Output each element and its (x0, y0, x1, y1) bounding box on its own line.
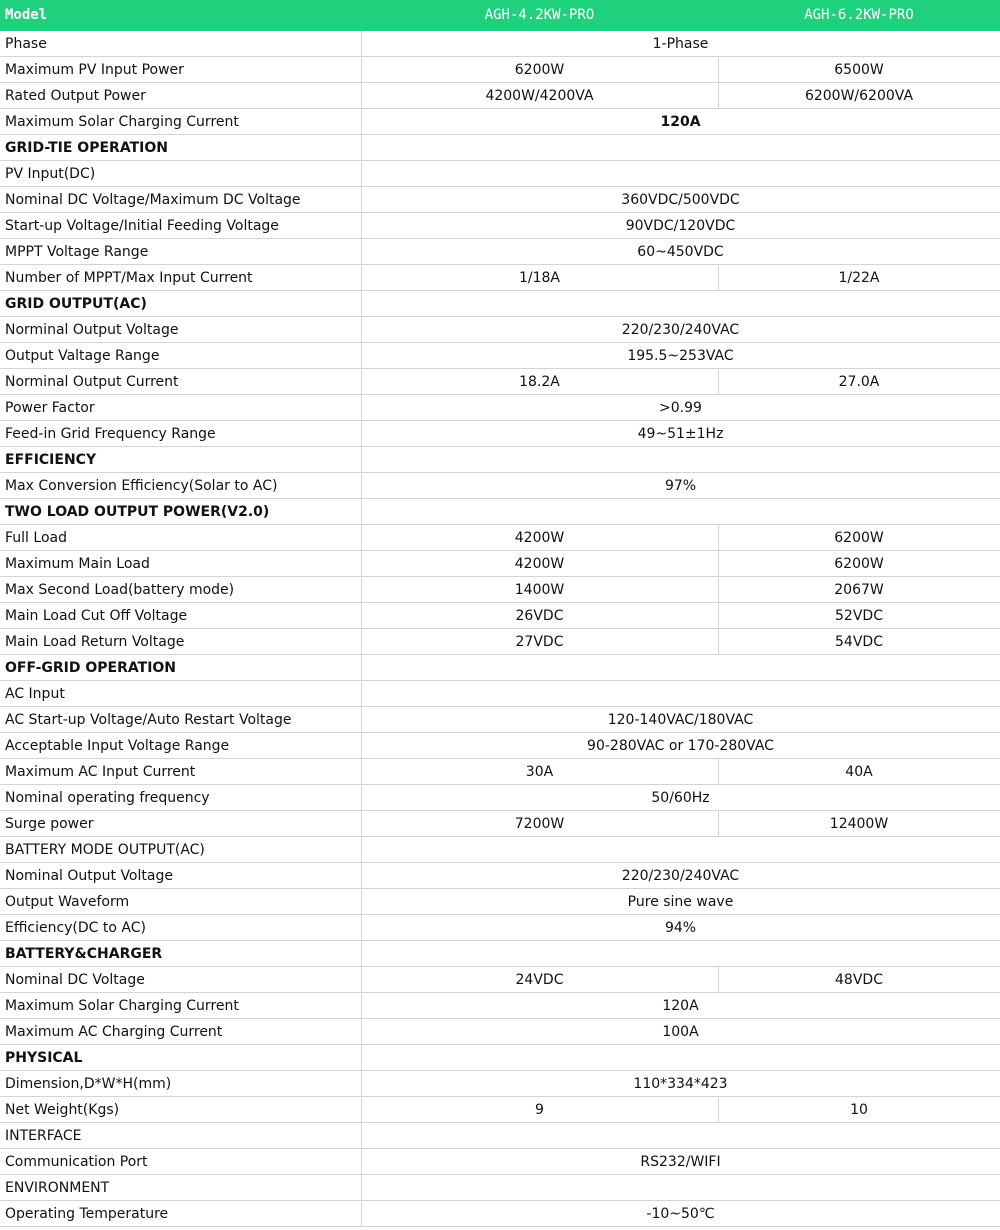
table-row (0, 161, 1000, 187)
spec-label: Nominal DC Voltage/Maximum DC Voltage (0, 187, 361, 213)
table-row (0, 1123, 1000, 1149)
spec-label: Start-up Voltage/Initial Feeding Voltage (0, 213, 361, 239)
table-row (0, 213, 1000, 239)
table-row (0, 629, 1000, 655)
spec-value: 49~51±1Hz (361, 421, 1000, 447)
spec-value: 1-Phase (361, 31, 1000, 57)
spec-label: Main Load Cut Off Voltage (0, 603, 361, 629)
spec-value: 195.5~253VAC (361, 343, 1000, 369)
spec-value-model-2: 1/22A (718, 265, 1000, 291)
table-row (0, 967, 1000, 993)
spec-label: MPPT Voltage Range (0, 239, 361, 265)
spec-label: Number of MPPT/Max Input Current (0, 265, 361, 291)
table-row (0, 31, 1000, 57)
table-row (0, 265, 1000, 291)
spec-value: -10~50℃ (361, 1201, 1000, 1227)
spec-label: Dimension,D*W*H(mm) (0, 1071, 361, 1097)
section-title: BATTERY&CHARGER (0, 941, 361, 967)
spec-label: Full Load (0, 525, 361, 551)
section-row (0, 447, 1000, 473)
section-row (0, 941, 1000, 967)
spec-label: Maximum Main Load (0, 551, 361, 577)
spec-label: Acceptable Input Voltage Range (0, 733, 361, 759)
table-row (0, 343, 1000, 369)
section-row (0, 291, 1000, 317)
spec-label: Max Second Load(battery mode) (0, 577, 361, 603)
table-row (0, 889, 1000, 915)
table-row (0, 551, 1000, 577)
spec-value-model-1: 24VDC (361, 967, 718, 993)
spec-label: Maximum Solar Charging Current (0, 993, 361, 1019)
table-row (0, 811, 1000, 837)
spec-value-model-1: 4200W/4200VA (361, 83, 718, 109)
table-row (0, 109, 1000, 135)
empty-cell (361, 655, 1000, 681)
table-row (0, 915, 1000, 941)
spec-label: Operating Temperature (0, 1201, 361, 1227)
table-row (0, 707, 1000, 733)
spec-label: Maximum AC Input Current (0, 759, 361, 785)
table-row (0, 369, 1000, 395)
section-row (0, 1045, 1000, 1071)
empty-cell (361, 941, 1000, 967)
spec-label: Feed-in Grid Frequency Range (0, 421, 361, 447)
spec-label: Nominal Output Voltage (0, 863, 361, 889)
table-row (0, 681, 1000, 707)
table-row (0, 759, 1000, 785)
spec-value-model-1: 1/18A (361, 265, 718, 291)
spec-label: Nominal operating frequency (0, 785, 361, 811)
section-title: PHYSICAL (0, 1045, 361, 1071)
empty-cell (361, 499, 1000, 525)
spec-label: ENVIRONMENT (0, 1175, 361, 1201)
empty-cell (361, 447, 1000, 473)
spec-value-model-2: 2067W (718, 577, 1000, 603)
spec-label: AC Input (0, 681, 361, 707)
spec-value-model-1: 26VDC (361, 603, 718, 629)
table-row (0, 993, 1000, 1019)
spec-label: Rated Output Power (0, 83, 361, 109)
spec-value: 120A (361, 109, 1000, 135)
table-row (0, 473, 1000, 499)
spec-value-model-1: 18.2A (361, 369, 718, 395)
table-row (0, 863, 1000, 889)
header-model-1: AGH-4.2KW-PRO (361, 0, 718, 31)
section-title: GRID OUTPUT(AC) (0, 291, 361, 317)
table-row (0, 239, 1000, 265)
spec-value: RS232/WIFI (361, 1149, 1000, 1175)
spec-value-model-1: 9 (361, 1097, 718, 1123)
spec-value-model-1: 7200W (361, 811, 718, 837)
spec-label: Norminal Output Current (0, 369, 361, 395)
table-row (0, 603, 1000, 629)
table-row (0, 525, 1000, 551)
spec-value-model-1: 30A (361, 759, 718, 785)
spec-value-model-2: 6200W/6200VA (718, 83, 1000, 109)
spec-label: INTERFACE (0, 1123, 361, 1149)
table-row (0, 1201, 1000, 1227)
spec-value-model-2: 12400W (718, 811, 1000, 837)
spec-value-model-2: 48VDC (718, 967, 1000, 993)
spec-label: Maximum PV Input Power (0, 57, 361, 83)
spec-value: 90VDC/120VDC (361, 213, 1000, 239)
spec-value: Pure sine wave (361, 889, 1000, 915)
spec-value-model-2: 10 (718, 1097, 1000, 1123)
header-model-label: Model (0, 0, 361, 31)
table-row (0, 83, 1000, 109)
spec-label: AC Start-up Voltage/Auto Restart Voltage (0, 707, 361, 733)
spec-value: 97% (361, 473, 1000, 499)
table-row (0, 837, 1000, 863)
section-title: EFFICIENCY (0, 447, 361, 473)
table-row (0, 1175, 1000, 1201)
empty-cell (361, 1045, 1000, 1071)
spec-value: 110*334*423 (361, 1071, 1000, 1097)
empty-cell (361, 681, 1000, 707)
spec-value-model-1: 6200W (361, 57, 718, 83)
spec-value-model-2: 6200W (718, 525, 1000, 551)
spec-label: Maximum Solar Charging Current (0, 109, 361, 135)
empty-cell (361, 1175, 1000, 1201)
empty-cell (361, 135, 1000, 161)
header-row (0, 0, 1000, 31)
spec-value-model-2: 6200W (718, 551, 1000, 577)
section-title: GRID-TIE OPERATION (0, 135, 361, 161)
spec-value-model-1: 4200W (361, 551, 718, 577)
spec-value-model-2: 40A (718, 759, 1000, 785)
spec-value: 220/230/240VAC (361, 317, 1000, 343)
spec-label: Max Conversion Efficiency(Solar to AC) (0, 473, 361, 499)
spec-value: 120-140VAC/180VAC (361, 707, 1000, 733)
spec-value: 50/60Hz (361, 785, 1000, 811)
spec-label: Net Weight(Kgs) (0, 1097, 361, 1123)
spec-value: >0.99 (361, 395, 1000, 421)
spec-value: 94% (361, 915, 1000, 941)
empty-cell (361, 291, 1000, 317)
spec-label: Efficiency(DC to AC) (0, 915, 361, 941)
spec-value: 90-280VAC or 170-280VAC (361, 733, 1000, 759)
table-row (0, 1071, 1000, 1097)
table-row (0, 1149, 1000, 1175)
table-row (0, 57, 1000, 83)
spec-value: 120A (361, 993, 1000, 1019)
spec-label: Output Valtage Range (0, 343, 361, 369)
spec-label: Nominal DC Voltage (0, 967, 361, 993)
spec-value: 360VDC/500VDC (361, 187, 1000, 213)
header-model-2: AGH-6.2KW-PRO (718, 0, 1000, 31)
spec-label: Norminal Output Voltage (0, 317, 361, 343)
section-row (0, 655, 1000, 681)
table-row (0, 1097, 1000, 1123)
spec-label: PV Input(DC) (0, 161, 361, 187)
spec-value: 220/230/240VAC (361, 863, 1000, 889)
table-row (0, 421, 1000, 447)
section-row (0, 499, 1000, 525)
table-row (0, 187, 1000, 213)
section-row (0, 135, 1000, 161)
spec-label: Communication Port (0, 1149, 361, 1175)
table-row (0, 395, 1000, 421)
spec-value-model-1: 1400W (361, 577, 718, 603)
table-row (0, 1019, 1000, 1045)
spec-value-model-2: 54VDC (718, 629, 1000, 655)
spec-body (0, 31, 1000, 1227)
spec-label: Maximum AC Charging Current (0, 1019, 361, 1045)
table-row (0, 733, 1000, 759)
spec-value-model-2: 52VDC (718, 603, 1000, 629)
empty-cell (361, 837, 1000, 863)
section-title: OFF-GRID OPERATION (0, 655, 361, 681)
spec-label: Output Waveform (0, 889, 361, 915)
spec-label: Power Factor (0, 395, 361, 421)
empty-cell (361, 1123, 1000, 1149)
spec-label: Phase (0, 31, 361, 57)
spec-value-model-1: 27VDC (361, 629, 718, 655)
table-row (0, 577, 1000, 603)
spec-value-model-2: 27.0A (718, 369, 1000, 395)
spec-value: 60~450VDC (361, 239, 1000, 265)
section-title: TWO LOAD OUTPUT POWER(V2.0) (0, 499, 361, 525)
table-row (0, 785, 1000, 811)
table-row (0, 317, 1000, 343)
spec-value: 100A (361, 1019, 1000, 1045)
spec-value-model-1: 4200W (361, 525, 718, 551)
spec-label: Surge power (0, 811, 361, 837)
spec-label: BATTERY MODE OUTPUT(AC) (0, 837, 361, 863)
spec-value-model-2: 6500W (718, 57, 1000, 83)
empty-cell (361, 161, 1000, 187)
spec-label: Main Load Return Voltage (0, 629, 361, 655)
